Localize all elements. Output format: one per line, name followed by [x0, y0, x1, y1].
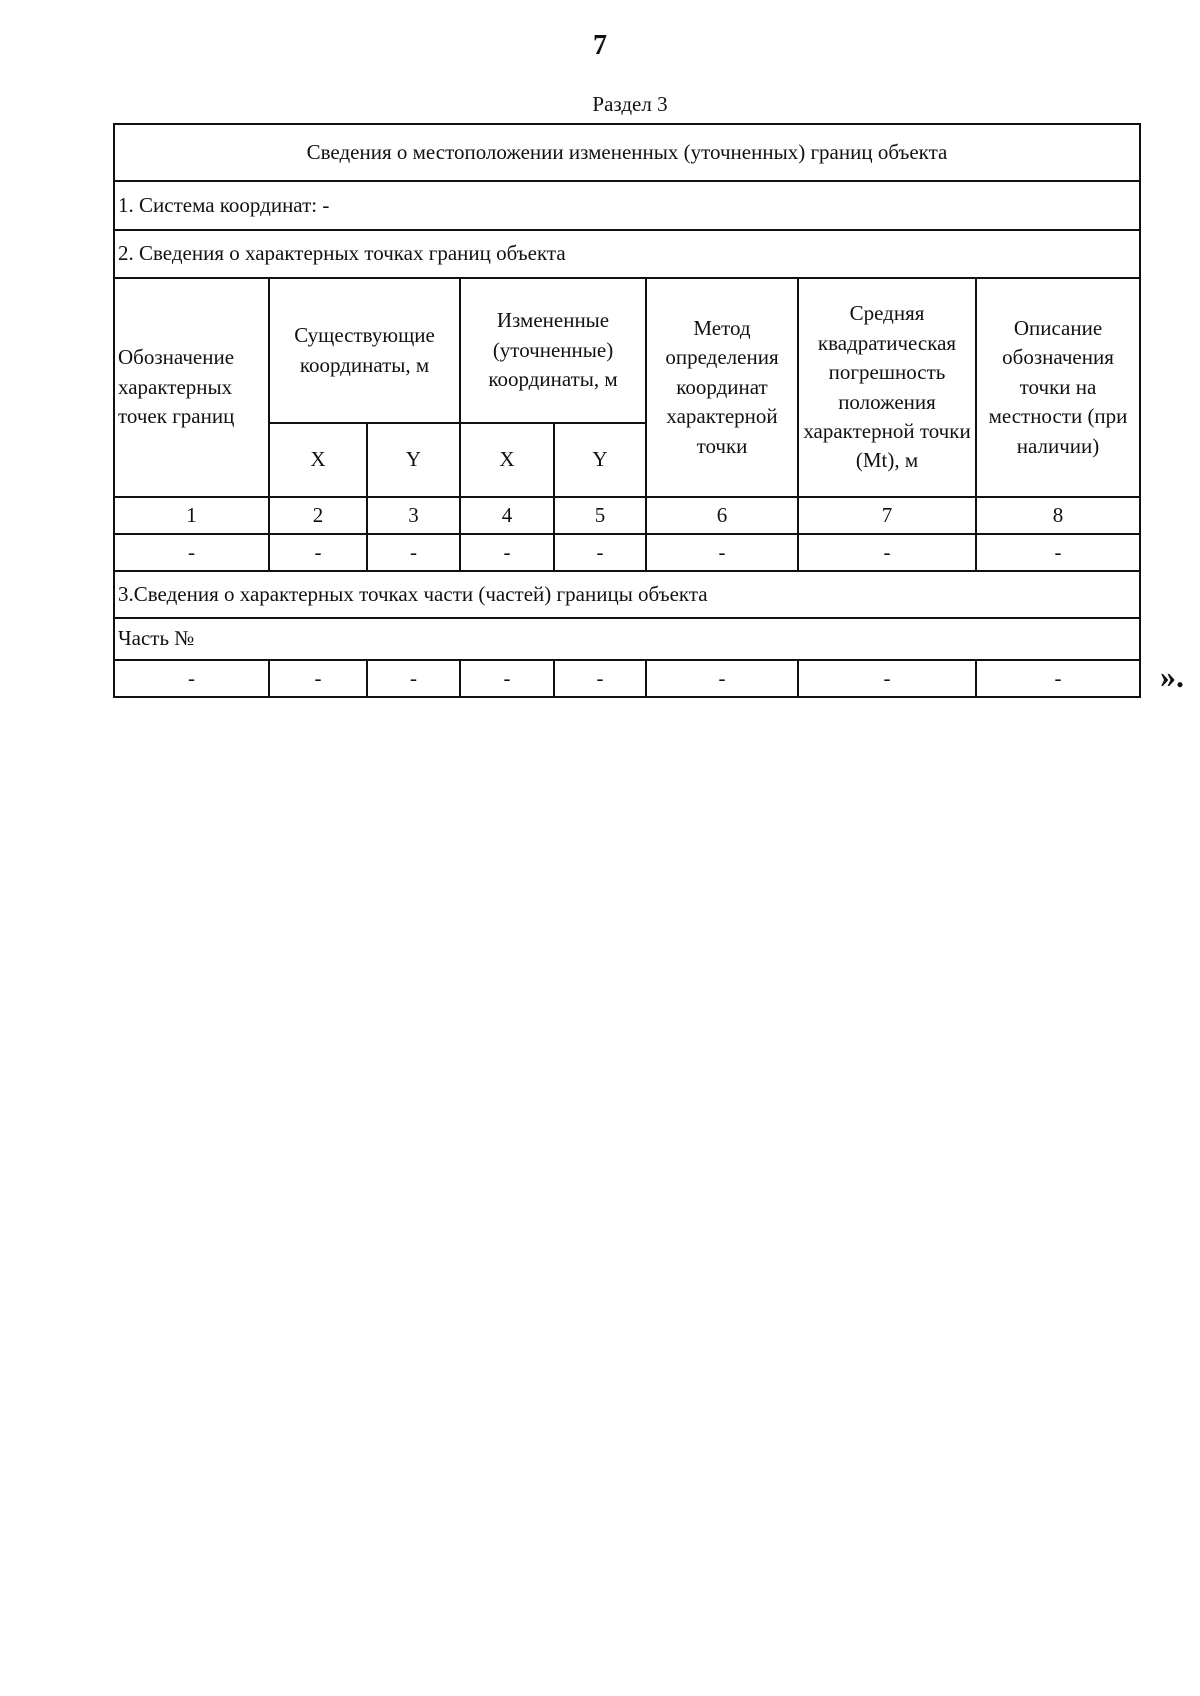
header-changed-x: X [460, 423, 554, 497]
table-cell: - [460, 660, 554, 697]
table-cell: - [114, 534, 269, 571]
table-cell: - [269, 534, 367, 571]
page-number: 7 [593, 30, 607, 61]
table-cell: - [367, 660, 460, 697]
table-title-row [114, 124, 1140, 181]
coord-system: 1. Система координат: - [114, 181, 1140, 230]
table-cell: - [798, 660, 976, 697]
parts-heading: 3.Сведения о характерных точках части (частей) границы объекта [114, 571, 1140, 618]
header-changed-y: Y [554, 423, 646, 497]
column-number: 8 [976, 497, 1140, 534]
column-number: 7 [798, 497, 976, 534]
column-number: 4 [460, 497, 554, 534]
header-designation: Обозначение характерных точек границ [114, 278, 269, 497]
column-number: 2 [269, 497, 367, 534]
table-title: Сведения о местоположении измененных (уточненных) границ объекта [114, 124, 1140, 181]
coord-system-row [114, 181, 1140, 230]
table-cell: - [114, 660, 269, 697]
table-cell: - [646, 534, 798, 571]
header-method: Метод определения координат характерной точки [646, 278, 798, 497]
table-cell: - [269, 660, 367, 697]
header-description: Описание обозначения точки на местности (при наличии) [976, 278, 1140, 497]
table-cell: - [798, 534, 976, 571]
table-row [114, 534, 1140, 571]
table-cell: - [976, 660, 1140, 697]
part-label: Часть № [114, 618, 1140, 660]
closing-quote: ». [1160, 658, 1184, 694]
points-heading: 2. Сведения о характерных точках границ объекта [114, 230, 1140, 278]
table-row [114, 660, 1140, 697]
column-number: 6 [646, 497, 798, 534]
header-existing-y: Y [367, 423, 460, 497]
column-number: 5 [554, 497, 646, 534]
header-row [114, 278, 1140, 423]
table-cell: - [554, 660, 646, 697]
table-cell: - [460, 534, 554, 571]
header-existing-coordinates: Существующие координаты, м [269, 278, 460, 423]
points-heading-row [114, 230, 1140, 278]
table-cell: - [976, 534, 1140, 571]
column-number: 1 [114, 497, 269, 534]
table-cell: - [646, 660, 798, 697]
header-error: Средняя квадратическая погрешность положения характерной точки (Mt), м [798, 278, 976, 497]
boundary-table [113, 123, 1141, 698]
column-number-row [114, 497, 1140, 534]
section-label: Раздел 3 [592, 92, 668, 116]
table-cell: - [554, 534, 646, 571]
parts-heading-row [114, 571, 1140, 618]
table-cell: - [367, 534, 460, 571]
part-label-row [114, 618, 1140, 660]
header-existing-x: X [269, 423, 367, 497]
header-changed-coordinates: Измененные (уточненные) координаты, м [460, 278, 646, 423]
column-number: 3 [367, 497, 460, 534]
